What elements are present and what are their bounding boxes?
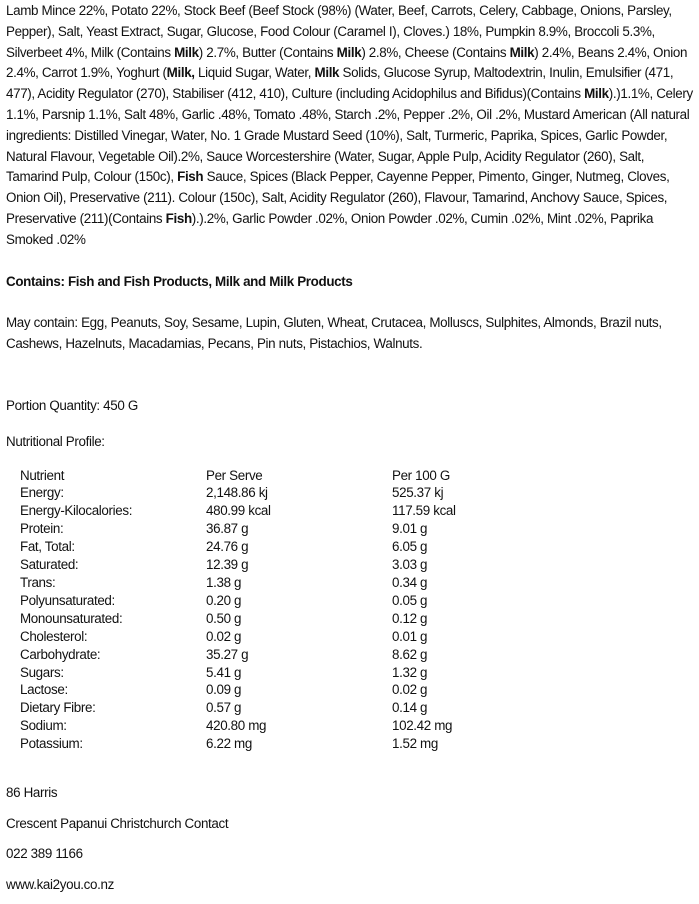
nutrient-cell: Energy: xyxy=(20,485,64,501)
per-serve-cell: 24.76 g xyxy=(206,539,249,555)
allergen-highlight: Milk xyxy=(314,65,340,81)
allergen-highlight: Milk xyxy=(174,44,199,60)
per-100g-cell: 0.14 g xyxy=(392,700,428,716)
table-row xyxy=(20,646,456,664)
allergen-highlight: Fish xyxy=(165,210,192,226)
nutrient-cell: Lactose: xyxy=(20,682,68,698)
nutrient-cell: Cholesterol: xyxy=(20,628,88,644)
table-row xyxy=(20,717,456,735)
per-serve-cell: 0.09 g xyxy=(206,682,242,698)
table-row xyxy=(20,574,456,592)
table-row xyxy=(20,699,456,717)
ingredient-text: ) 2.7%, Butter (Contains xyxy=(198,44,337,60)
per-serve-cell: 0.50 g xyxy=(206,610,242,626)
per-100g-cell: 0.34 g xyxy=(392,574,428,590)
allergen-highlight: Milk, xyxy=(166,65,195,81)
per-100g-cell: 0.02 g xyxy=(392,682,428,698)
per-100g-cell: 1.32 g xyxy=(392,664,428,680)
table-row xyxy=(20,556,456,574)
ingredient-text: ) 2.4%, Beans 2.4%, Onion 2.4%, Carrot 1.9%, Yoghurt ( xyxy=(6,44,688,81)
per-serve-cell: 35.27 g xyxy=(206,646,249,662)
header-nutrient: Nutrient xyxy=(20,467,65,483)
nutrient-cell: Polyunsaturated: xyxy=(20,592,115,608)
header-per-serve: Per Serve xyxy=(206,467,263,483)
nutrient-cell: Potassium: xyxy=(20,736,83,752)
per-100g-cell: 102.42 mg xyxy=(392,718,453,734)
table-row xyxy=(20,592,456,610)
ingredient-text: Liquid Sugar, Water, xyxy=(194,65,315,81)
ingredient-text: ) 2.8%, Cheese (Contains xyxy=(361,44,510,60)
contact-info xyxy=(6,783,693,895)
table-row xyxy=(20,484,456,502)
allergen-contains: Contains: Fish and Fish Products, Milk and Milk Products xyxy=(6,273,353,289)
ingredient-text: Solids, Glucose Syrup, Maltodextrin, Inulin, Emulsifier (471, 477), Acidity Regulator (270), Stabiliser (412, 410), Culture (including Acidophilus and Bifidus)(Contains xyxy=(6,65,674,102)
table-row xyxy=(20,664,456,682)
per-100g-cell: 0.01 g xyxy=(392,628,428,644)
allergen-highlight: Milk xyxy=(336,44,362,60)
per-serve-cell: 1.38 g xyxy=(206,574,242,590)
nutritional-profile-heading: Nutritional Profile: xyxy=(6,433,105,449)
per-100g-cell: 0.12 g xyxy=(392,610,428,626)
per-100g-cell: 1.52 mg xyxy=(392,736,438,752)
ingredient-text: ).).2%, Garlic Powder .02%, Onion Powder .02%, Cumin .02%, Mint .02%, Paprika Smoked .02% xyxy=(6,210,654,247)
table-row xyxy=(20,538,456,556)
table-header xyxy=(20,467,456,485)
nutrient-cell: Fat, Total: xyxy=(20,539,75,555)
nutrition-table xyxy=(20,467,456,754)
per-serve-cell: 0.02 g xyxy=(206,628,242,644)
per-serve-cell: 420.80 mg xyxy=(206,718,267,734)
per-100g-cell: 6.05 g xyxy=(392,539,428,555)
table-row xyxy=(20,610,456,628)
ingredients-text xyxy=(6,1,693,251)
allergen-highlight: Milk xyxy=(509,44,535,60)
nutrient-cell: Sugars: xyxy=(20,664,64,680)
address-line-2: Crescent Papanui Christchurch Contact xyxy=(6,815,229,831)
nutrient-cell: Carbohydrate: xyxy=(20,646,101,662)
per-serve-cell: 12.39 g xyxy=(206,557,249,573)
table-row xyxy=(20,520,456,538)
per-100g-cell: 0.05 g xyxy=(392,592,428,608)
phone-number: 022 389 1166 xyxy=(6,846,83,862)
may-contain: May contain: Egg, Peanuts, Soy, Sesame, Lupin, Gluten, Wheat, Crutacea, Molluscs, Sulphites, Almonds, Brazil nuts, Cashews, Hazelnuts, Macadamias, Pecans, Pin nuts, Pistachios, Walnuts. xyxy=(6,315,662,352)
header-per-100g: Per 100 G xyxy=(392,467,450,483)
nutrient-cell: Trans: xyxy=(20,574,56,590)
nutrient-cell: Dietary Fibre: xyxy=(20,700,96,716)
per-serve-cell: 480.99 kcal xyxy=(206,503,271,519)
per-100g-cell: 9.01 g xyxy=(392,521,428,537)
allergen-highlight: Milk xyxy=(584,86,609,102)
portion-quantity: Portion Quantity: 450 G xyxy=(6,397,138,413)
per-serve-cell: 5.41 g xyxy=(206,664,242,680)
per-serve-cell: 0.20 g xyxy=(206,592,242,608)
nutrient-cell: Monounsaturated: xyxy=(20,610,123,626)
ingredient-text: ).)1.1%, Celery 1.1%, Parsnip 1.1%, Salt 48%, Garlic .48%, Tomato .48%, Starch .2%, Pepper .2%, Oil .2%, Mustard American (All natural ingredients: Distilled Vinegar, Water, No. 1 Grade Mustard Seed (10%), Salt, Turmeric, Paprika, Spices, Garlic Powder, Natural Flavour, Vegetable Oil).2%, Sauce Worcestershire (Water, Sugar, Apple Pulp, Acidity Regulator (260), Salt, Tamarind Pulp, Colour (150c), xyxy=(6,86,693,185)
ingredient-text: Sauce, Spices (Black Pepper, Cayenne Pepper, Pimento, Ginger, Nutmeg, Cloves, Onion Oil), Preservative (211). Colour (150c), Salt, Acidity Regulator (260), Flavour, Tamarind, Anchovy Sauce, Spices, Preservative (211)(Contains xyxy=(6,169,670,226)
ingredient-text: Lamb Mince 22%, Potato 22%, Stock Beef (Beef Stock (98%) (Water, Beef, Carrots, Celery, Cabbage, Onions, Parsley, Pepper), Salt, Yeast Extract, Sugar, Glucose, Food Colour (Caramel I), Cloves.) 18%, Pumpkin 8.9%, Broccoli 5.3%, Silverbeet 4%, Milk (Contains xyxy=(6,3,672,60)
per-serve-cell: 36.87 g xyxy=(206,521,249,537)
per-100g-cell: 525.37 kj xyxy=(392,485,444,501)
nutrient-cell: Protein: xyxy=(20,521,64,537)
nutrient-cell: Energy-Kilocalories: xyxy=(20,503,133,519)
table-row xyxy=(20,628,456,646)
per-serve-cell: 2,148.86 kj xyxy=(206,485,268,501)
per-100g-cell: 3.03 g xyxy=(392,557,428,573)
table-row xyxy=(20,502,456,520)
allergen-highlight: Fish xyxy=(177,169,204,185)
per-100g-cell: 8.62 g xyxy=(392,646,428,662)
table-row xyxy=(20,681,456,699)
website-link[interactable]: www.kai2you.co.nz xyxy=(6,876,114,892)
per-serve-cell: 6.22 mg xyxy=(206,736,252,752)
nutrient-cell: Sodium: xyxy=(20,718,67,734)
nutrient-cell: Saturated: xyxy=(20,557,79,573)
address-line-1: 86 Harris xyxy=(6,785,58,801)
table-row xyxy=(20,735,456,753)
per-100g-cell: 117.59 kcal xyxy=(392,503,456,519)
per-serve-cell: 0.57 g xyxy=(206,700,242,716)
